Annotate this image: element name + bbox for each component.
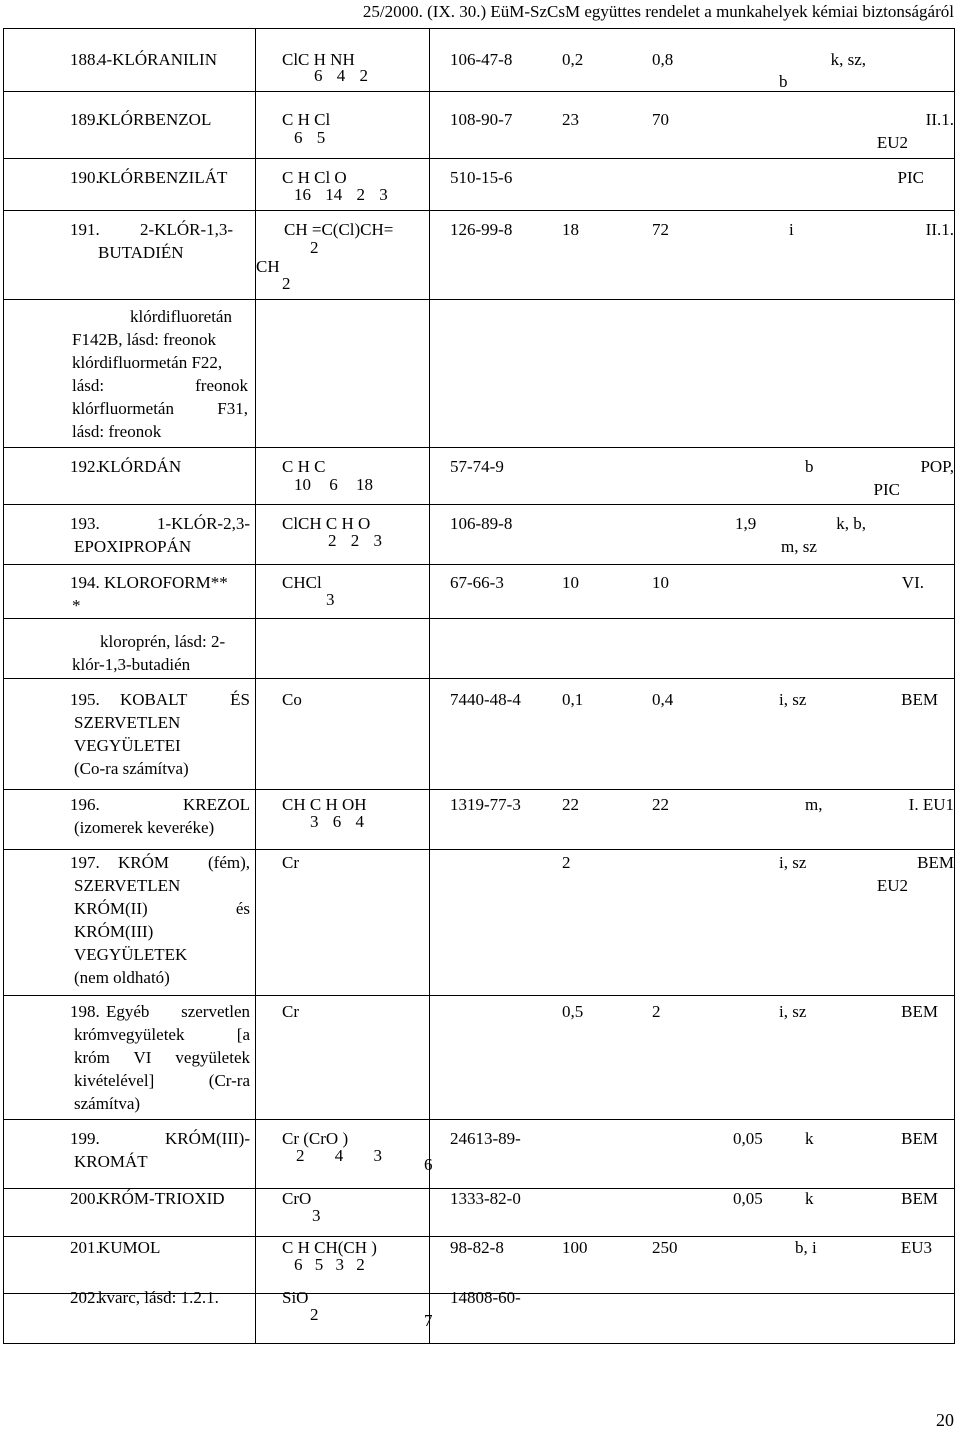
value-2: 70 — [652, 110, 669, 129]
column-divider — [255, 29, 256, 1343]
reference-text: lásd: freonok — [72, 376, 248, 395]
note: II.1. — [925, 220, 954, 239]
cas-number: 7440-48-4 — [450, 690, 521, 709]
value-1: 22 — [562, 795, 579, 814]
formula-subscripts: 3 — [326, 590, 335, 609]
row-number: 197. — [70, 853, 100, 872]
cas-number: 6 — [424, 1155, 433, 1174]
substance-name: BUTADIÉN — [98, 243, 184, 262]
row-divider — [4, 995, 954, 996]
value-1: 18 — [562, 220, 579, 239]
value-1: 100 — [562, 1238, 588, 1257]
cas-number: 98-82-8 — [450, 1238, 504, 1257]
note: k, sz, — [830, 50, 866, 69]
substance-name: KRÓM(II) és — [74, 899, 250, 918]
row-number: 196. — [70, 795, 100, 814]
note: EU3 — [900, 1238, 932, 1257]
formula: CrO — [282, 1189, 312, 1208]
formula: ClC H NH — [282, 50, 355, 69]
marking: k, b, — [836, 514, 866, 533]
formula: Cr — [282, 853, 299, 872]
note: EU2 — [876, 876, 908, 895]
note: PIC — [873, 480, 900, 499]
value-1: 0,1 — [562, 690, 584, 709]
substance-name: KROMÁT — [74, 1152, 148, 1171]
value-2: 1,9 — [735, 514, 757, 533]
marking: m, sz — [781, 537, 817, 556]
page-header: 25/2000. (IX. 30.) EüM-SzCsM együttes rendelet a munkahelyek kémiai biztonságáról — [362, 2, 954, 21]
formula: C H Cl O — [282, 168, 347, 187]
substance-name: KLÓRBENZOL — [98, 110, 212, 129]
substance-name: (Co-ra számítva) — [74, 759, 189, 778]
substance-name: Egyéb szervetlen — [106, 1002, 250, 1021]
value-1: 23 — [562, 110, 579, 129]
cas-number: 1333-82-0 — [450, 1189, 521, 1208]
marking: i — [789, 220, 794, 239]
formula-subscripts: 10 6 18 — [294, 475, 373, 494]
note: b — [779, 72, 788, 91]
marking: k — [805, 1189, 814, 1208]
formula-subscripts: 2 — [310, 1305, 319, 1324]
substance-name: KRÓM(III) — [74, 922, 154, 941]
substance-name: KUMOL — [98, 1238, 161, 1257]
substance-name: EPOXIPROPÁN — [74, 537, 192, 556]
value-1: 2 — [562, 853, 571, 872]
cas-number: 7 — [424, 1311, 433, 1330]
marking: k — [805, 1129, 814, 1148]
formula-subscripts: 6 5 3 2 — [294, 1255, 365, 1274]
note: BEM — [901, 1002, 938, 1021]
note: I. EU1 — [908, 795, 954, 814]
formula-subscripts: 6 4 2 — [314, 66, 368, 85]
row-divider — [4, 1119, 954, 1120]
formula: SiO — [282, 1288, 309, 1307]
formula: CH — [256, 257, 280, 276]
note: II.1. — [925, 110, 954, 129]
substance-name: 2-KLÓR-1,3- — [140, 220, 234, 239]
cas-number: 57-74-9 — [450, 457, 504, 476]
cas-number: 510-15-6 — [450, 168, 513, 187]
row-number: 200. — [70, 1189, 100, 1208]
value-2: 10 — [652, 573, 669, 592]
note: BEM — [901, 1129, 938, 1148]
substance-name: KRÓM (fém), — [118, 853, 250, 872]
row-divider — [4, 91, 954, 92]
marking: m, — [805, 795, 823, 814]
substance-name: króm VI vegyületek — [74, 1048, 250, 1067]
note: BEM — [917, 853, 954, 872]
substance-name: 1-KLÓR-2,3- — [156, 514, 250, 533]
value-1: 0,2 — [562, 50, 584, 69]
substance-name: KOBALT ÉS — [120, 690, 250, 709]
row-number: 202. — [70, 1288, 100, 1307]
note: VI. — [901, 573, 924, 592]
formula: Cr — [282, 1002, 299, 1021]
note: BEM — [901, 690, 938, 709]
formula-subscripts: 2 2 3 — [328, 531, 382, 550]
reference-text: F142B, lásd: freonok — [72, 330, 217, 349]
row-divider — [4, 504, 954, 505]
value-2: 0,4 — [652, 690, 674, 709]
cas-number: 67-66-3 — [450, 573, 504, 592]
row-number: 198. — [70, 1002, 100, 1021]
formula-subscripts: 3 — [312, 1206, 321, 1225]
reference-text: klórfluormetán F31, — [72, 399, 248, 418]
substance-name: * — [72, 596, 81, 615]
substance-name: kivételével] (Cr-ra — [74, 1071, 250, 1090]
cas-number: 126-99-8 — [450, 220, 513, 239]
cas-number: 106-47-8 — [450, 50, 513, 69]
formula-subscripts: 2 4 3 — [296, 1146, 382, 1165]
substance-name: krómvegyületek [a — [74, 1025, 250, 1044]
cas-number: 1319-77-3 — [450, 795, 521, 814]
row-number: 201. — [70, 1238, 100, 1257]
row-number: 194. — [70, 573, 100, 592]
row-divider — [4, 564, 954, 565]
row-number: 190. — [70, 168, 100, 187]
row-number: 193. — [70, 514, 100, 533]
formula: C H CH(CH ) — [282, 1238, 377, 1257]
row-number: 192. — [70, 457, 100, 476]
note: EU2 — [876, 133, 908, 152]
substance-name: VEGYÜLETEK — [74, 945, 188, 964]
marking: b — [805, 457, 814, 476]
formula: CH =C(Cl)CH= — [284, 220, 394, 239]
cas-number: 24613-89- — [450, 1129, 521, 1148]
value-1: 10 — [562, 573, 579, 592]
marking: i, sz — [779, 853, 807, 872]
formula-subscripts: 2 — [282, 274, 291, 293]
value-2: 0,05 — [733, 1129, 763, 1148]
cas-number: 106-89-8 — [450, 514, 513, 533]
row-number: 199. — [70, 1129, 100, 1148]
note: PIC — [897, 168, 924, 187]
substance-name: SZERVETLEN — [74, 713, 181, 732]
column-divider — [429, 29, 430, 1343]
note: POP, — [920, 457, 954, 476]
row-divider — [4, 210, 954, 211]
note: BEM — [901, 1189, 938, 1208]
marking: b, i — [795, 1238, 817, 1257]
substance-name: KLÓRDÁN — [98, 457, 182, 476]
formula: Co — [282, 690, 302, 709]
reference-text: klórdifluormetán F22, — [72, 353, 223, 372]
value-2: 250 — [652, 1238, 678, 1257]
value-2: 0,05 — [733, 1189, 763, 1208]
formula-subscripts: 2 — [310, 238, 319, 257]
cas-number: 108-90-7 — [450, 110, 513, 129]
value-1: 0,5 — [562, 1002, 584, 1021]
row-divider — [4, 447, 954, 448]
formula: ClCH C H O — [282, 514, 371, 533]
row-number: 191. — [70, 220, 100, 239]
value-2: 0,8 — [652, 50, 674, 69]
row-number: 195. — [70, 690, 100, 709]
formula: CH C H OH — [282, 795, 367, 814]
reference-text: klór-1,3-butadién — [72, 655, 191, 674]
row-number: 188. — [70, 50, 100, 69]
formula-subscripts: 16 14 2 3 — [294, 185, 388, 204]
substance-name: SZERVETLEN — [74, 876, 181, 895]
formula: CHCl — [282, 573, 322, 592]
formula: C H Cl — [282, 110, 331, 129]
substance-name: KRÓM-TRIOXID — [98, 1189, 225, 1208]
row-divider — [4, 678, 954, 679]
substance-name: KLÓRBENZILÁT — [98, 168, 228, 187]
reference-text: klórdifluoretán — [130, 307, 232, 326]
marking: i, sz — [779, 1002, 807, 1021]
marking: i, sz — [779, 690, 807, 709]
substance-name: kvarc, lásd: 1.2.1. — [98, 1288, 219, 1307]
row-divider — [4, 618, 954, 619]
substance-name: (nem oldható) — [74, 968, 170, 987]
row-divider — [4, 789, 954, 790]
value-2: 2 — [652, 1002, 661, 1021]
reference-text: kloroprén, lásd: 2- — [100, 632, 226, 651]
page-number: 20 — [936, 1410, 954, 1430]
value-2: 22 — [652, 795, 669, 814]
reference-text: lásd: freonok — [72, 422, 162, 441]
formula-subscripts: 3 6 4 — [310, 812, 364, 831]
substance-name: KRÓM(III)- — [165, 1129, 250, 1148]
row-divider — [4, 158, 954, 159]
formula: C H C — [282, 457, 326, 476]
substance-name: KLOROFORM** — [104, 573, 228, 592]
substance-name: VEGYÜLETEI — [74, 736, 181, 755]
substance-name: (izomerek keveréke) — [74, 818, 215, 837]
row-divider — [4, 849, 954, 850]
cas-number: 14808-60- — [450, 1288, 521, 1307]
row-number: 189. — [70, 110, 100, 129]
value-2: 72 — [652, 220, 669, 239]
formula: Cr (CrO ) — [282, 1129, 349, 1148]
substance-name: számítva) — [74, 1094, 141, 1113]
formula-subscripts: 6 5 — [294, 128, 326, 147]
substance-name: 4-KLÓRANILIN — [98, 50, 217, 69]
row-divider — [4, 299, 954, 300]
substance-name: KREZOL — [182, 795, 250, 814]
